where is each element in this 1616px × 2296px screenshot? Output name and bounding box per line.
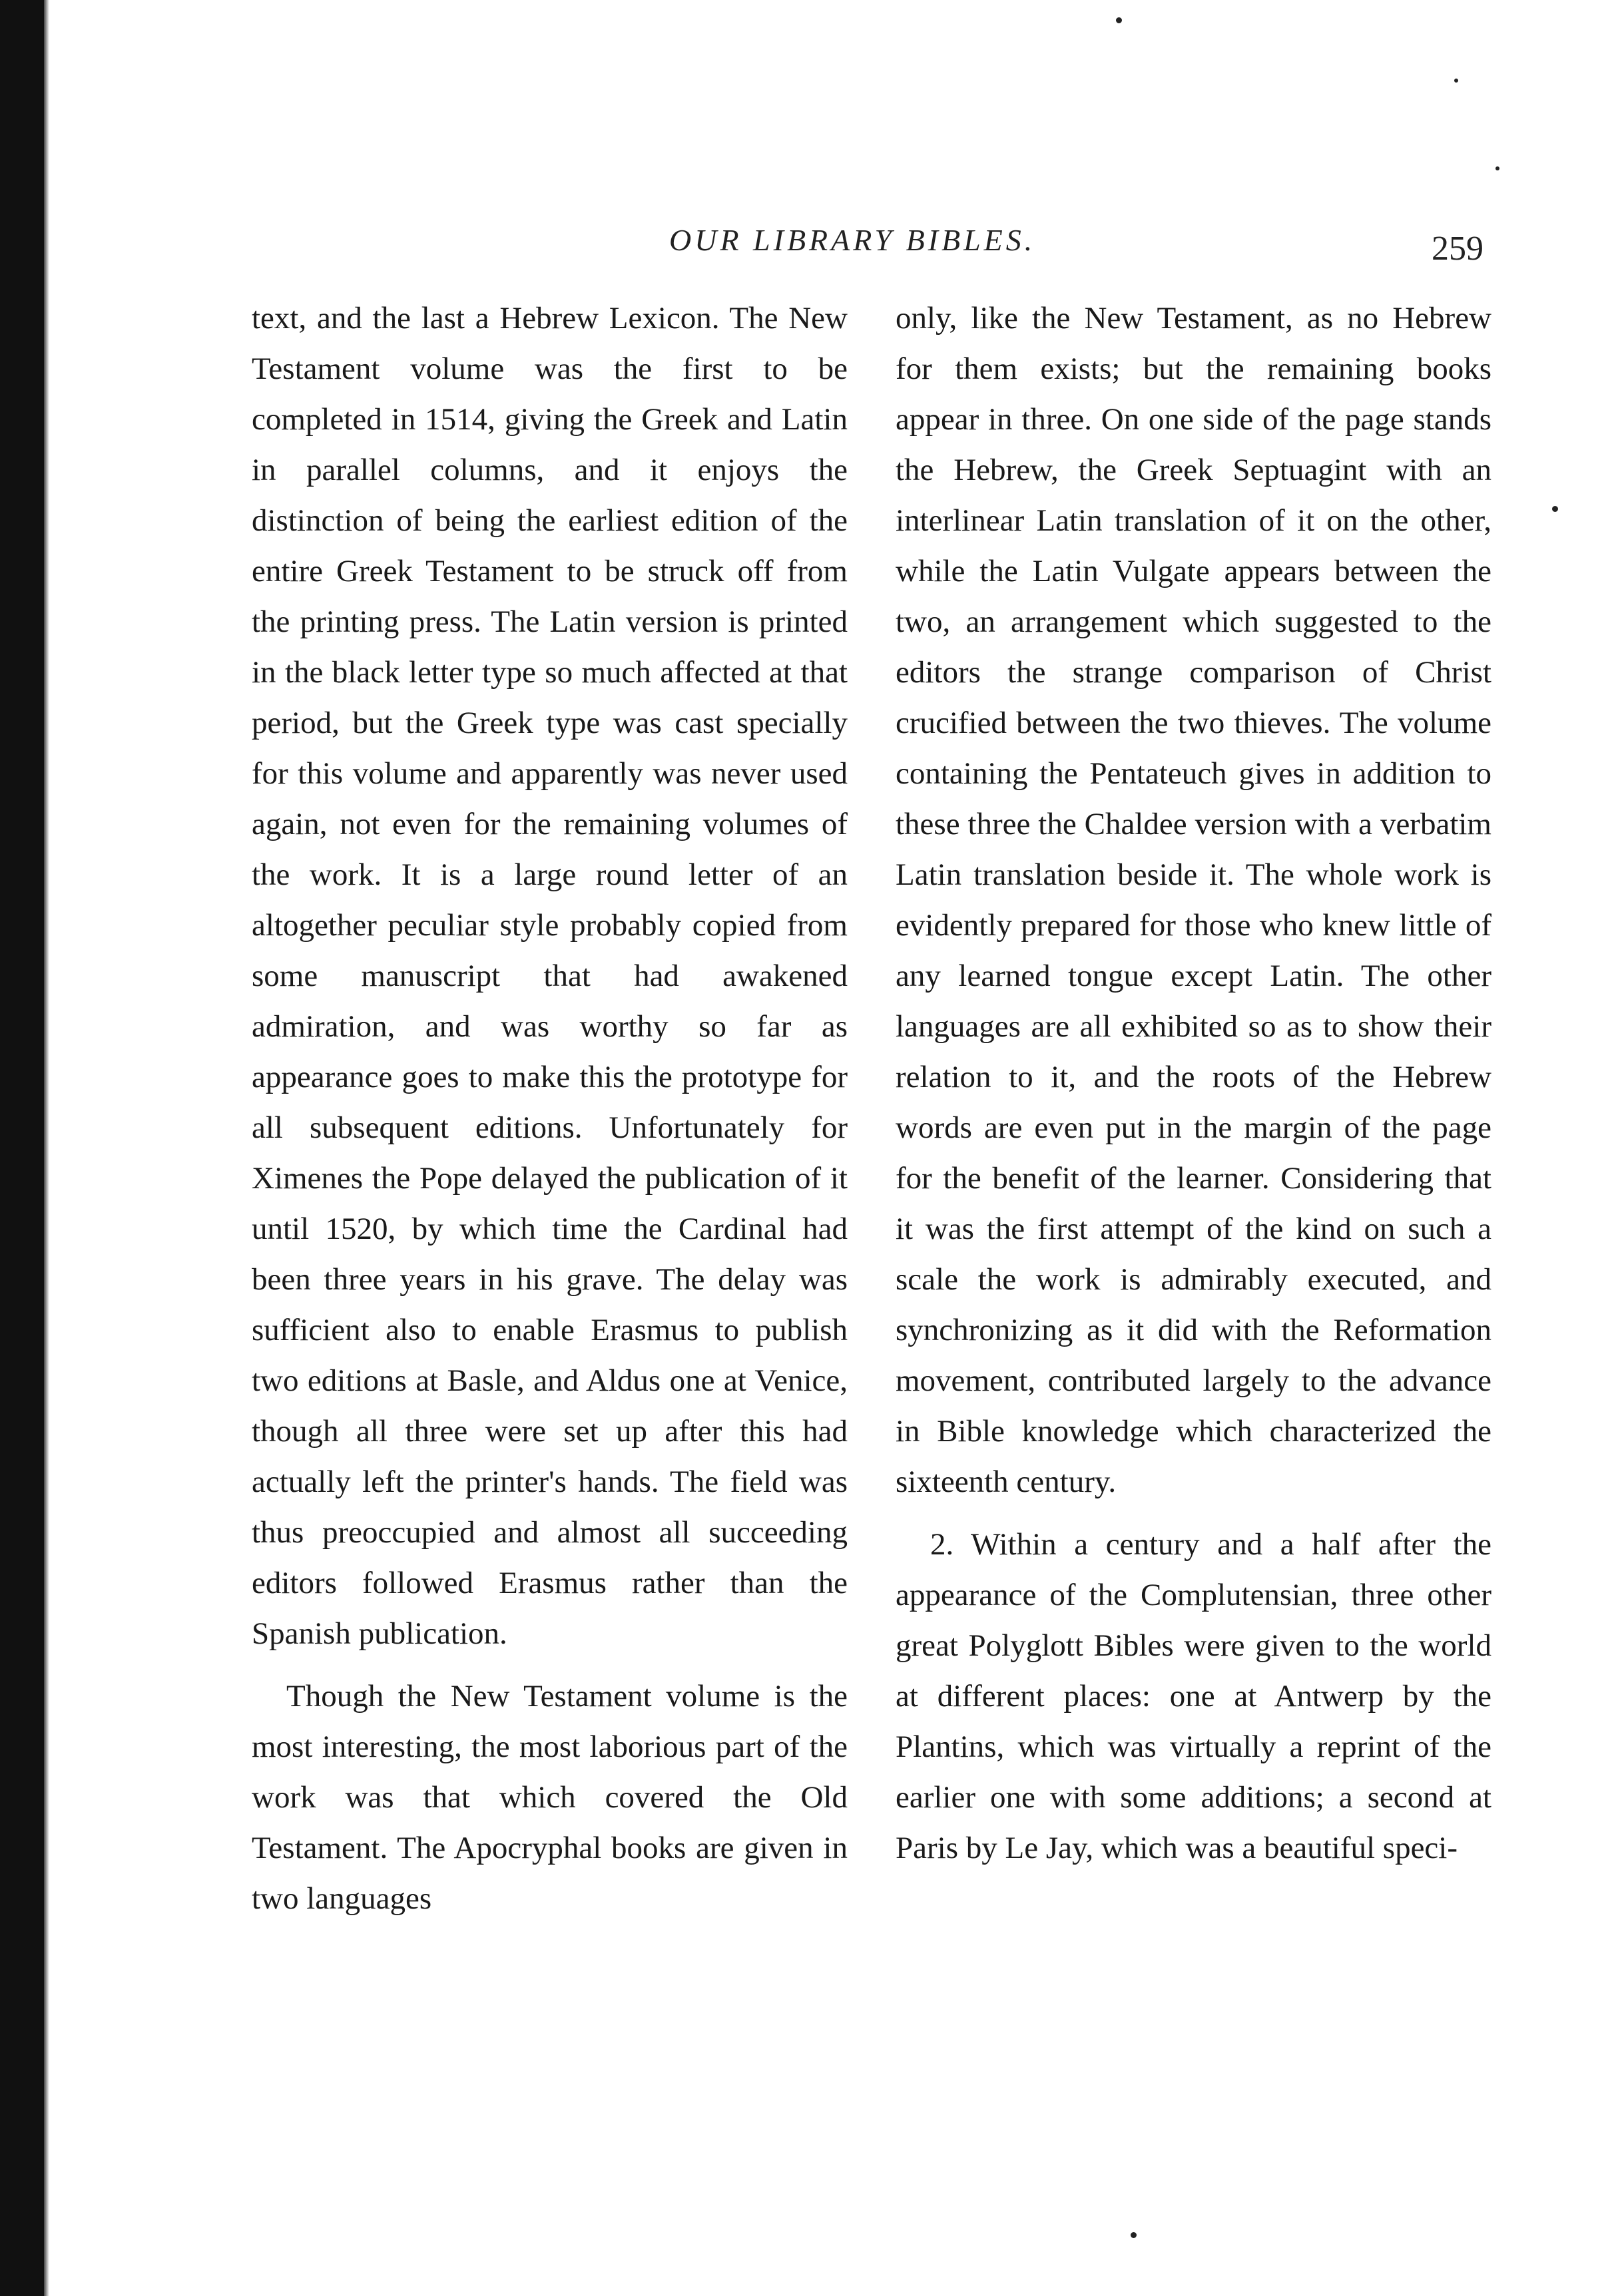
running-head: OUR LIBRARY BIBLES.	[669, 223, 1036, 257]
scan-speck	[1495, 166, 1499, 170]
page-header	[0, 212, 1616, 272]
scan-speck	[1454, 79, 1458, 83]
paragraph: Though the New Testament volume is the most interesting, the most laborious part of the work was that which covered the Old Testament. The Apocryphal books are given in two languages	[252, 1679, 848, 1916]
scan-speck	[1552, 506, 1558, 512]
paragraph: 2. Within a century and a half after the appearance of the Complutensian, three other great Polyglott Bibles were given to the world at different places: one at Antwerp by the Plantins, which was virtually a reprint of the earlier one with some additions; a second at Paris by Le Jay, which was a beautiful speci-	[896, 1527, 1491, 1865]
scan-speck	[1131, 2232, 1137, 2238]
right-text-column	[896, 293, 1491, 1873]
left-text-column	[252, 293, 848, 1924]
paragraph: only, like the New Testament, as no Hebrew for them exists; but the remaining books appear in three. On one side of the page stands the Hebrew, the Greek Septuagint with an interlinear Latin translation of it on the other, while the Latin Vulgate appears between the two, an arrangement which suggested to the editors the strange comparison of Christ crucified between the two thieves. The volume containing the Pentateuch gives in addition to these three the Chaldee version with a verbatim Latin translation beside it. The whole work is evidently prepared for those who knew little of any learned tongue except Latin. The other languages are all exhibited so as to show their relation to it, and the roots of the Hebrew words are even put in the margin of the page for the benefit of the learner. Considering that it was the first attempt of the kind on such a scale the work is admirably executed, and synchronizing as it did with the Reformation movement, contributed largely to the advance in Bible knowledge which characterized the sixteenth century.	[896, 301, 1491, 1499]
paragraph: text, and the last a Hebrew Lexicon. The New Testament volume was the first to be completed in 1514, giving the Greek and Latin in parallel columns, and it enjoys the distinction of being the earliest edition of the entire Greek Testament to be struck off from the printing press. The Latin version is printed in the black letter type so much affected at that period, but the Greek type was cast specially for this volume and apparently was never used again, not even for the remaining volumes of the work. It is a large round letter of an altogether peculiar style probably copied from some manuscript that had awakened admiration, and was worthy so far as appearance goes to make this the prototype for all subsequent editions. Unfortunately for Ximenes the Pope delayed the publication of it until 1520, by which time the Cardinal had been three years in his grave. The delay was sufficient also to enable Erasmus to publish two editions at Basle, and Aldus one at Venice, though all three were set up after this had actually left the printer's hands. The field was thus preoccupied and almost all succeeding editors followed Erasmus rather than the Spanish publication.	[252, 301, 848, 1651]
binding-shadow	[44, 0, 49, 2296]
book-binding-edge	[0, 0, 44, 2296]
scan-speck	[1116, 17, 1122, 23]
page-number: 259	[1432, 230, 1483, 268]
